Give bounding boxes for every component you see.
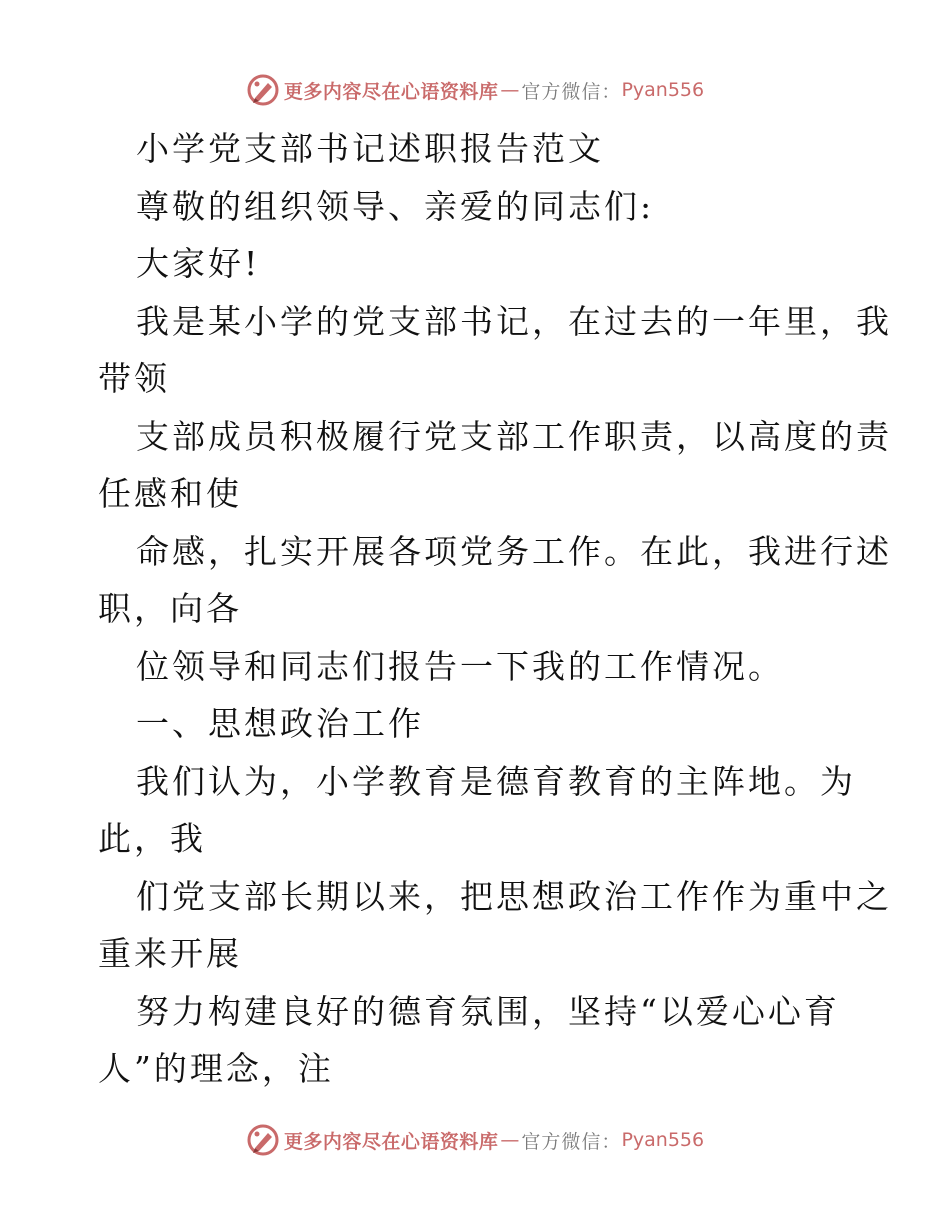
paragraph-line: 我们认为，小学教育是德育教育的主阵地。为 [136,761,856,801]
header-brand-text: 更多内容尽在心语资料库 [283,80,499,103]
paragraph-line: 我是某小学的党支部书记，在过去的一年里，我 [136,301,892,341]
footer-wechat-label: 官方微信： [521,1130,622,1153]
paragraph-line: 重来开展 [98,934,242,973]
document-title: 小学党支部书记述职报告范文 [136,129,604,168]
paragraph-line: 位领导和同志们报告一下我的工作情况。 [136,646,784,686]
footer-dash: — [500,1129,520,1151]
header-wechat-label: 官方微信： [521,80,622,103]
header-account: Pyan556 [621,79,705,101]
footer-banner [0,1120,950,1160]
paragraph-line: 带领 [98,359,170,398]
pen-logo-icon [246,73,280,107]
document-body [98,120,892,1098]
greeting: 大家好! [136,244,261,283]
paragraph-line: 职，向各 [98,589,242,628]
header-dash: — [500,79,520,101]
salutation: 尊敬的组织领导、亲爱的同志们: [136,186,655,226]
paragraph-line: 任感和使 [98,474,242,513]
footer-brand-text: 更多内容尽在心语资料库 [283,1130,499,1153]
paragraph-line: 人”的理念，注 [98,1049,334,1088]
paragraph-line: 支部成员积极履行党支部工作职责，以高度的责 [136,416,892,456]
section-heading: 一、思想政治工作 [136,704,424,743]
paragraph-line: 们党支部长期以来，把思想政治工作作为重中之 [136,876,892,916]
pen-logo-icon [246,1123,280,1157]
paragraph-line: 此，我 [98,819,206,858]
footer-account: Pyan556 [621,1129,705,1151]
header-banner [0,70,950,110]
paragraph-line: 命感，扎实开展各项党务工作。在此，我进行述 [136,531,892,571]
paragraph-line: 努力构建良好的德育氛围，坚持“以爱心心育 [136,991,840,1031]
